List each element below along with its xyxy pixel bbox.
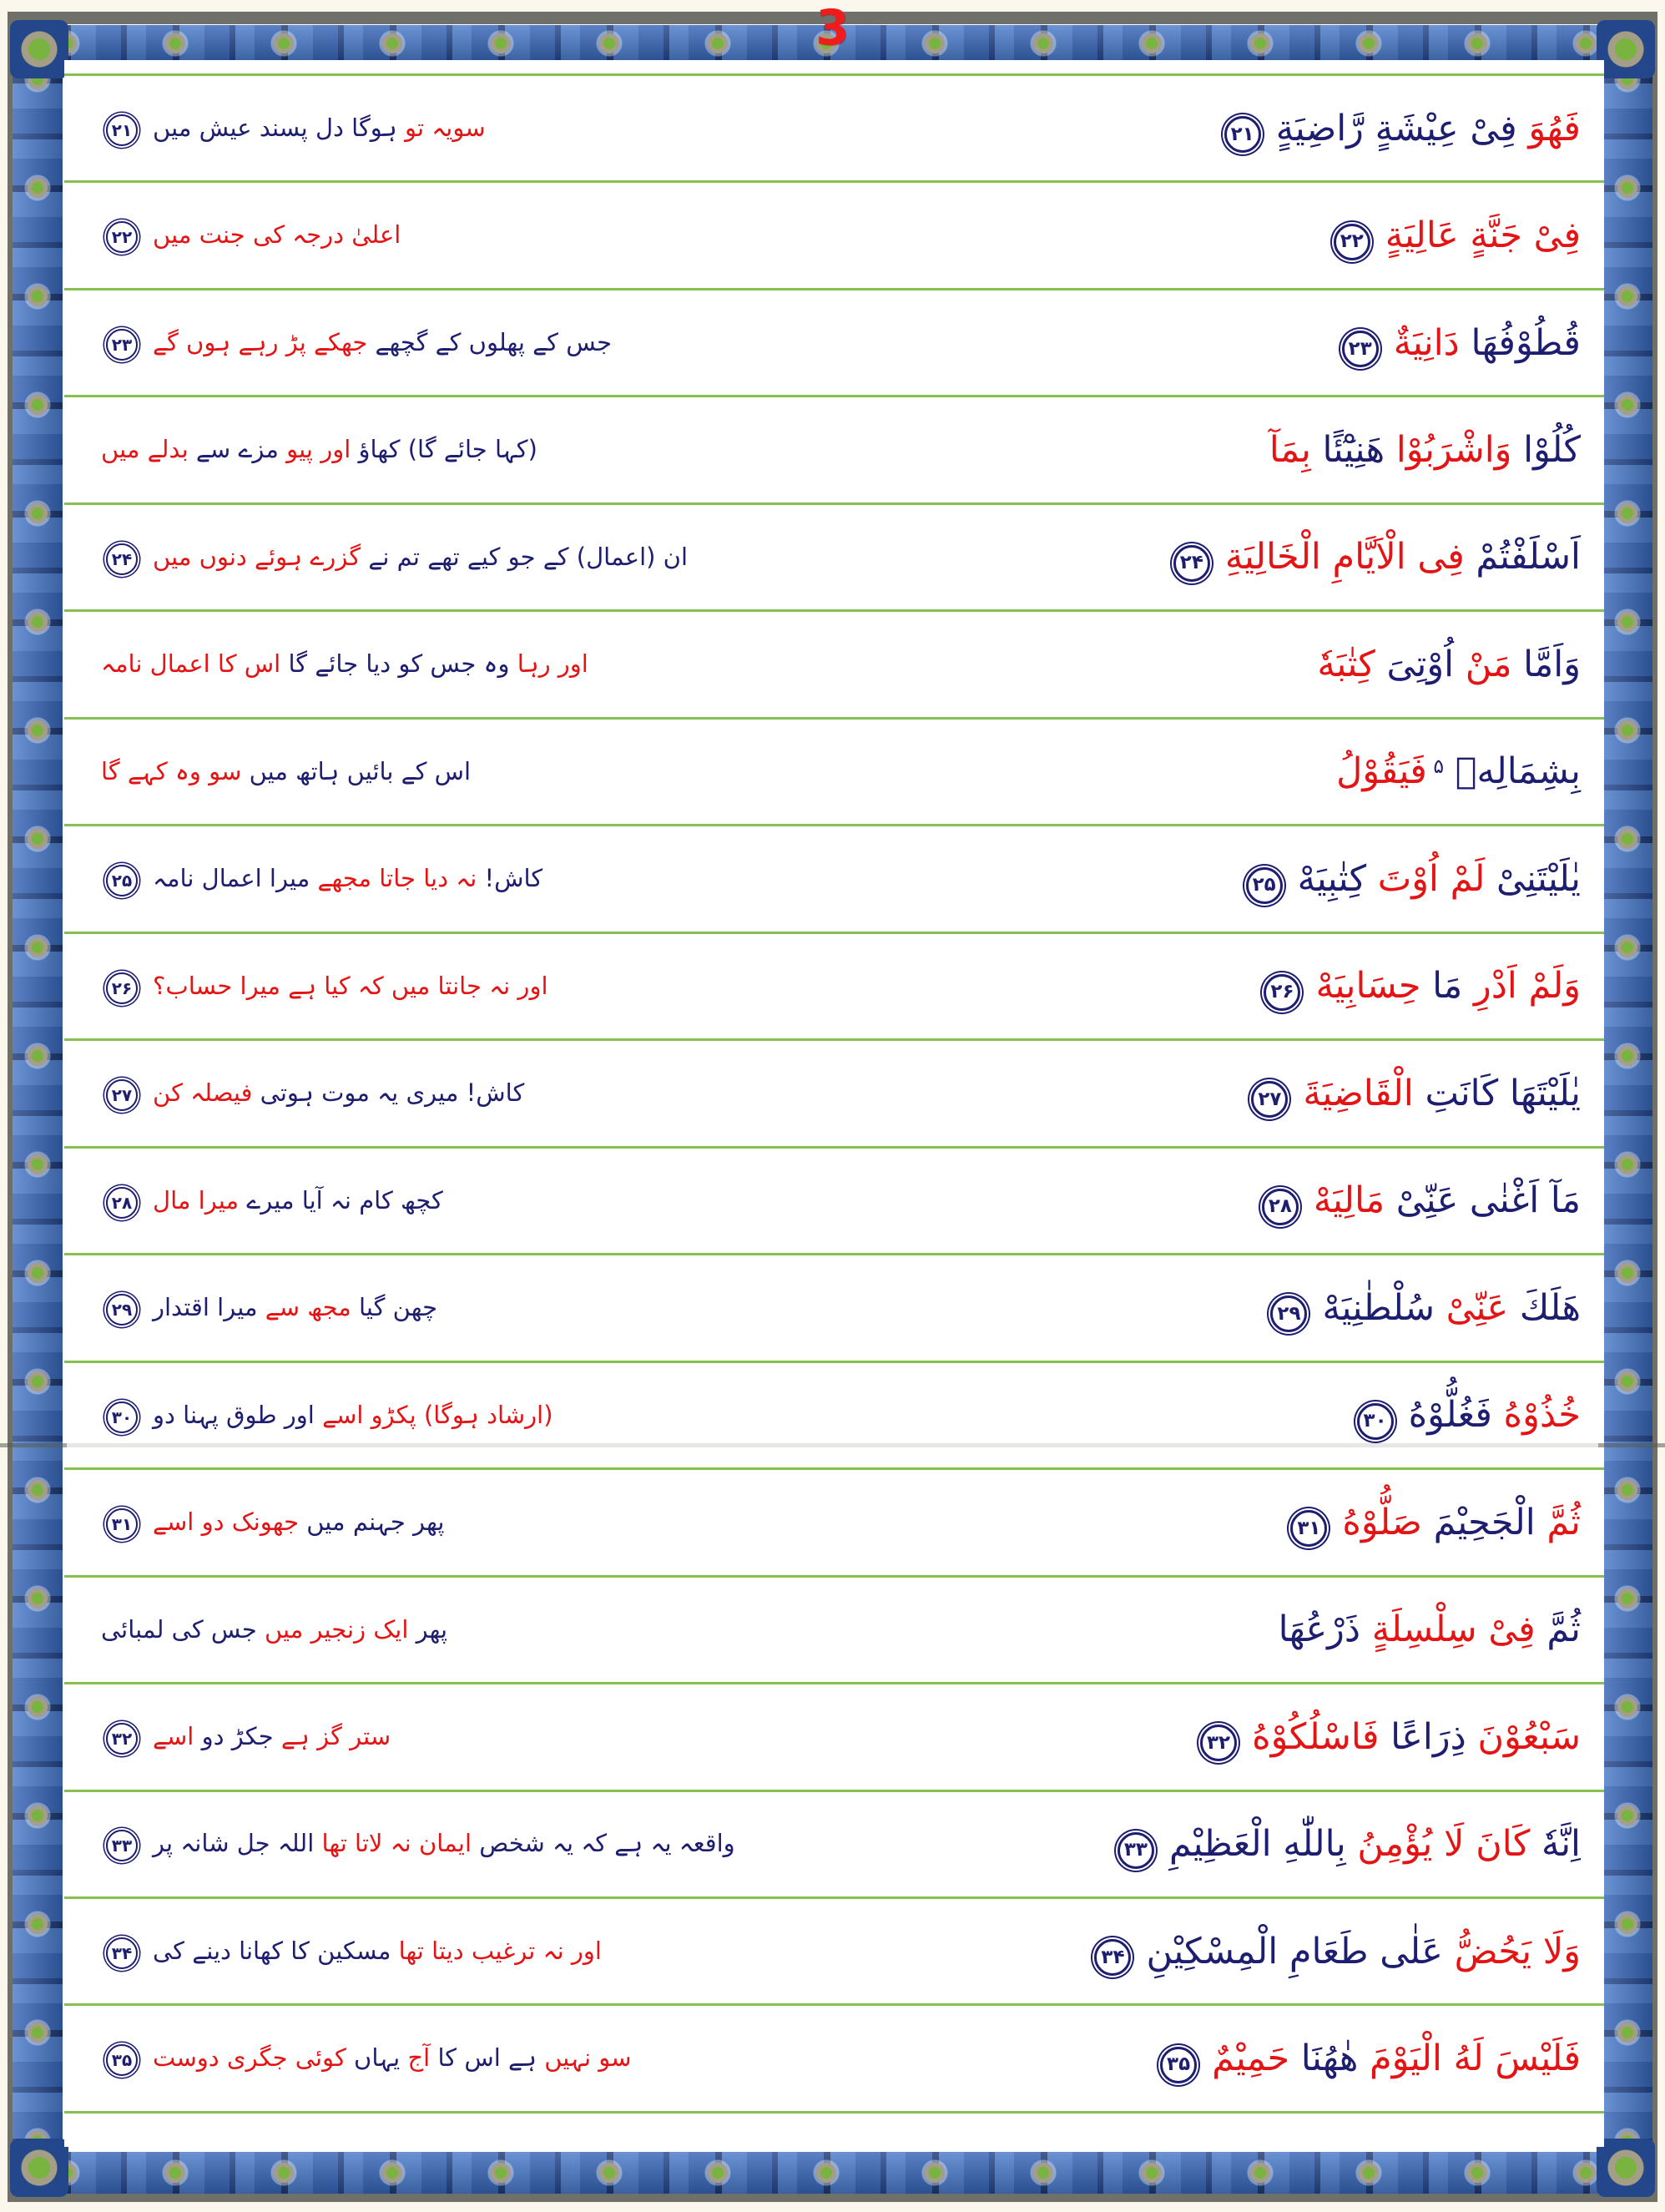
- urdu-segment: ہوگا دل پسند عیش میں: [153, 113, 397, 142]
- arabic-segment: قُطُوْفُهَا: [1459, 321, 1581, 364]
- decorative-border-right: [1602, 25, 1652, 2194]
- urdu-translation: [101, 968, 548, 1005]
- urdu-segment: اس کے بائیں ہاتھ میں: [241, 756, 472, 785]
- urdu-segment: اللہ جل شانہ پر: [153, 1829, 315, 1858]
- arabic-segment: ذِرَاعًا: [1379, 1715, 1466, 1758]
- arabic-segment: وَاشْرَبُوْا: [1385, 428, 1512, 471]
- urdu-segment: جھونک دو اسے: [153, 1507, 300, 1537]
- verse-row-1: [64, 76, 1604, 183]
- urdu-verse-number-badge: ۲۱: [106, 114, 138, 146]
- urdu-translation: [101, 754, 471, 790]
- arabic-segment: سُلْطٰنِيَهْ: [1322, 1286, 1435, 1329]
- arabic-segment: الْجَحِيْمَ: [1421, 1501, 1536, 1543]
- urdu-segment: اس کا اعمال نامہ: [101, 649, 281, 679]
- urdu-segment: (کہا جائے گا) کھاؤ: [351, 435, 537, 464]
- arabic-segment: اَسْلَفْتُمْ: [1464, 536, 1581, 578]
- arabic-segment: وَاَمَّا: [1511, 643, 1581, 685]
- page-content: [64, 60, 1604, 2147]
- arabic-verse-number-badge: ۳۵: [1160, 2047, 1197, 2083]
- urdu-segment: (ارشاد ہوگا) پکڑو اسے: [314, 1400, 553, 1429]
- urdu-segment: بدلے میں: [101, 435, 189, 464]
- arabic-segment: خُذُوْهُ: [1491, 1394, 1581, 1437]
- verse-row-5: [64, 505, 1604, 612]
- arabic-segment: دَانِيَةٌ: [1393, 321, 1460, 364]
- urdu-segment: اور طوق پہنا دو: [153, 1400, 315, 1429]
- arabic-verse: [1337, 317, 1581, 369]
- arabic-segment: فِى الْاَيَّامِ الْخَالِيَةِ: [1224, 536, 1465, 578]
- verse-row-16: [64, 1684, 1604, 1791]
- arabic-segment: فَيَقُوْلُ: [1336, 750, 1427, 793]
- arabic-verse-number-badge: ۲۷: [1251, 1081, 1288, 1118]
- arabic-verse: [1089, 1926, 1581, 1977]
- urdu-segment: یہاں: [346, 2043, 401, 2073]
- urdu-segment: اور نہ جانتا میں کہ کیا ہے میرا حساب؟: [153, 971, 548, 1000]
- arabic-segment: وَلَمْ اَدْرِ: [1462, 965, 1581, 1008]
- decorative-border-left: [13, 25, 63, 2194]
- urdu-verse-number-badge: ۲۶: [106, 972, 138, 1004]
- arabic-verse: [1113, 1818, 1581, 1870]
- verse-row-4: [64, 397, 1604, 504]
- urdu-segment: کاش!: [477, 864, 543, 893]
- verse-row-14: [64, 1470, 1604, 1577]
- arabic-verse-number-badge: ۲۸: [1262, 1189, 1299, 1225]
- arabic-segment: هَلَكَ: [1508, 1286, 1581, 1329]
- urdu-segment: سویہ تو: [396, 113, 486, 142]
- arabic-segment: كُلُوْا: [1511, 428, 1581, 471]
- urdu-segment: اور پیو: [278, 435, 351, 464]
- verse-row-8: [64, 826, 1604, 933]
- arabic-verse-number-badge: ۳۳: [1118, 1832, 1154, 1869]
- urdu-segment: پھر: [408, 1614, 448, 1644]
- verse-row-15: [64, 1578, 1604, 1684]
- arabic-verse-number-badge: ۲۱: [1224, 116, 1261, 153]
- urdu-translation: [101, 1397, 553, 1434]
- top-margin-strip: [64, 60, 1604, 76]
- urdu-segment: ان (اعمال) کے جو کیے تھے تم نے: [361, 542, 689, 571]
- arabic-verse: [1279, 1603, 1581, 1655]
- arabic-verse: [1336, 745, 1581, 797]
- arabic-verse-number-badge: ۲۵: [1246, 867, 1283, 904]
- arabic-segment: ۵: [1426, 755, 1445, 779]
- urdu-translation: [101, 539, 688, 576]
- arabic-segment: اِنَّهٗ: [1530, 1823, 1581, 1866]
- floral-corner-icon: [10, 2139, 68, 2197]
- arabic-segment: ثُمَّ: [1535, 1608, 1581, 1651]
- arabic-verse: [1269, 424, 1581, 476]
- arabic-verse: [1285, 1497, 1581, 1548]
- arabic-verse: [1317, 639, 1581, 690]
- arabic-verse: [1155, 2033, 1581, 2084]
- urdu-translation: [101, 217, 401, 254]
- arabic-verse-number-badge: ۲۴: [1173, 545, 1210, 582]
- verse-row-17: [64, 1792, 1604, 1899]
- arabic-segment: فِىْ عِيْشَةٍ رَّاضِيَةٍ: [1275, 107, 1517, 149]
- urdu-segment: میرا مال: [153, 1185, 240, 1215]
- arabic-segment: سَبْعُوْنَ: [1466, 1715, 1581, 1758]
- urdu-verse-number-badge: ۳۴: [106, 1937, 138, 1969]
- urdu-segment: جس کے پھلوں کے گچھے: [367, 327, 613, 356]
- arabic-segment: وَلَا يَحُضُّ: [1442, 1930, 1581, 1972]
- verse-row-9: [64, 934, 1604, 1041]
- urdu-translation: [101, 1075, 524, 1112]
- urdu-verse-number-badge: ۳۰: [106, 1401, 138, 1433]
- urdu-verse-number-badge: ۲۹: [106, 1294, 138, 1326]
- arabic-segment: حَمِيْمٌ: [1212, 2038, 1290, 2079]
- urdu-verse-number-badge: ۲۷: [106, 1079, 138, 1111]
- urdu-translation: [101, 646, 588, 683]
- urdu-verse-number-badge: ۲۲: [106, 221, 138, 253]
- floral-corner-icon: [1597, 2139, 1655, 2197]
- arabic-segment: كَانَ لَا يُؤْمِنُ: [1345, 1823, 1531, 1866]
- arabic-segment: مَالِيَهْ: [1313, 1179, 1385, 1222]
- arabic-segment: الْقَاضِيَةَ: [1303, 1072, 1414, 1114]
- urdu-segment: ہے اس کا: [430, 2043, 537, 2073]
- urdu-segment: فیصلہ کن: [153, 1078, 253, 1108]
- urdu-translation: [101, 861, 542, 897]
- urdu-segment: سو وہ کہے گا: [101, 756, 242, 785]
- urdu-segment: ایک زنجیر میں: [256, 1614, 409, 1644]
- urdu-segment: مجھ سے: [257, 1293, 351, 1322]
- verse-row-2: [64, 183, 1604, 290]
- arabic-verse-number-badge: ۲۶: [1264, 974, 1300, 1011]
- urdu-segment: نہ دیا جاتا مجھے: [310, 864, 477, 893]
- arabic-verse-number-badge: ۳۰: [1357, 1403, 1394, 1440]
- bottom-margin-strip: [64, 2114, 1604, 2147]
- arabic-verse-number-badge: ۳۲: [1200, 1725, 1237, 1761]
- arabic-verse: [1219, 103, 1581, 154]
- page-number: 3: [815, 0, 850, 56]
- urdu-segment: کوئی جگری دوست: [153, 2043, 346, 2073]
- arabic-segment: هَنِيْٓئًا: [1310, 428, 1385, 471]
- urdu-segment: ستر گز ہے: [273, 1722, 391, 1751]
- urdu-segment: میرا اعمال نامہ: [153, 864, 310, 893]
- arabic-verse-number-badge: ۲۲: [1334, 224, 1370, 260]
- urdu-segment: آج: [400, 2043, 431, 2073]
- arabic-segment: ثُمَّ: [1535, 1501, 1581, 1543]
- arabic-segment: ذَرْعُهَا: [1278, 1608, 1361, 1651]
- urdu-translation: [101, 1826, 735, 1862]
- urdu-segment: اور نہ ترغیب دیتا تھا: [391, 1936, 602, 1965]
- urdu-segment: اعلیٰ درجہ کی جنت میں: [153, 220, 401, 250]
- arabic-segment: بِاللّٰهِ الْعَظِيْمِ: [1168, 1823, 1346, 1866]
- arabic-segment: هٰهُنَا: [1289, 2038, 1359, 2079]
- urdu-segment: پھر جہنم میں: [299, 1507, 445, 1537]
- urdu-translation: [101, 432, 537, 468]
- arabic-segment: فِىْ جَنَّةٍ عَالِيَةٍ: [1385, 215, 1581, 257]
- arabic-verse: [1329, 210, 1581, 261]
- arabic-verse: [1168, 531, 1581, 583]
- urdu-segment: مسکین کا کھانا دینے کی: [153, 1936, 391, 1965]
- urdu-segment: اور رہا: [509, 649, 588, 679]
- arabic-verse-number-badge: ۳۱: [1290, 1510, 1327, 1547]
- arabic-verse-number-badge: ۳۴: [1094, 1939, 1131, 1976]
- arabic-segment: عَلٰى طَعَامِ الْمِسْكِيْنِ: [1146, 1930, 1443, 1972]
- verse-row-12: [64, 1255, 1604, 1362]
- urdu-verse-number-badge: ۲۸: [106, 1187, 138, 1219]
- urdu-translation: [101, 1183, 443, 1220]
- verse-row-18: [64, 1899, 1604, 2006]
- arabic-verse: [1265, 1282, 1581, 1334]
- urdu-translation: [101, 325, 612, 361]
- urdu-verse-number-badge: ۲۳: [106, 329, 138, 361]
- arabic-verse: [1246, 1068, 1581, 1119]
- urdu-segment: میرا اقتدار: [153, 1293, 258, 1322]
- arabic-verse: [1241, 853, 1581, 905]
- urdu-translation: [101, 1290, 437, 1326]
- arabic-segment: بِشِمَالِهٖ: [1444, 750, 1581, 793]
- urdu-translation: [101, 1719, 391, 1755]
- verse-row-6: [64, 612, 1604, 719]
- urdu-verse-number-badge: ۲۵: [106, 865, 138, 896]
- urdu-segment: جھکے پڑ رہے ہوں گے: [153, 327, 368, 356]
- urdu-segment: مزے سے: [188, 435, 279, 464]
- arabic-verse-number-badge: ۲۹: [1270, 1295, 1307, 1332]
- urdu-translation: [101, 2040, 632, 2077]
- urdu-segment: واقعہ یہ ہے کہ یہ شخص: [472, 1829, 735, 1858]
- arabic-segment: يٰلَيْتَنِىْ: [1485, 857, 1581, 900]
- urdu-translation: [101, 1933, 602, 1970]
- urdu-segment: کاش! میری یہ موت ہوتی: [252, 1078, 525, 1108]
- arabic-segment: مَنْ: [1454, 643, 1512, 685]
- urdu-segment: جس کی لمبائی: [101, 1614, 257, 1644]
- arabic-verse-number-badge: ۲۳: [1342, 331, 1379, 367]
- arabic-segment: لَمْ اُوْتَ: [1366, 857, 1486, 900]
- arabic-verse: [1257, 1174, 1581, 1226]
- arabic-segment: فِىْ سِلْسِلَةٍ: [1360, 1608, 1536, 1651]
- urdu-segment: جکڑ دو: [194, 1722, 274, 1751]
- urdu-segment: کچھ کام نہ آیا میرے: [239, 1185, 443, 1215]
- arabic-segment: اُوْتِىَ: [1375, 643, 1455, 685]
- urdu-translation: [101, 1612, 447, 1649]
- arabic-segment: فَلَيْسَ لَهُ الْيَوْمَ: [1358, 2038, 1581, 2079]
- arabic-segment: حِسَابِيَهْ: [1315, 965, 1421, 1008]
- arabic-segment: مَا: [1420, 965, 1463, 1008]
- urdu-verse-number-badge: ۲۴: [106, 543, 138, 575]
- urdu-verse-number-badge: ۳۳: [106, 1830, 138, 1861]
- verse-row-11: [64, 1149, 1604, 1255]
- verse-row-7: [64, 720, 1604, 826]
- arabic-segment: صَلُّوْهُ: [1342, 1501, 1422, 1543]
- arabic-segment: مَآ اَغْنٰى عَنِّىْ: [1385, 1179, 1581, 1222]
- arabic-segment: كِتٰبِيَهْ: [1297, 857, 1367, 900]
- arabic-segment: فَغُلُّوْهُ: [1408, 1394, 1492, 1437]
- urdu-segment: وہ جس کو دیا جائے گا: [280, 649, 510, 679]
- verse-row-10: [64, 1041, 1604, 1148]
- arabic-verse: [1352, 1389, 1581, 1441]
- urdu-verse-number-badge: ۳۱: [106, 1508, 138, 1540]
- arabic-segment: كِتٰبَهٗ: [1317, 643, 1375, 685]
- arabic-verse: [1195, 1711, 1581, 1763]
- verse-row-13: [64, 1363, 1604, 1470]
- urdu-segment: سو نہیں: [536, 2043, 632, 2073]
- arabic-verse: [1259, 960, 1581, 1012]
- verse-row-19: [64, 2006, 1604, 2113]
- urdu-translation: [101, 110, 486, 147]
- decorative-border-bottom: [13, 2152, 1652, 2194]
- urdu-segment: ایمان نہ لاتا تھا: [314, 1829, 472, 1858]
- arabic-segment: بِمَآ: [1269, 428, 1311, 471]
- urdu-segment: چھن گیا: [351, 1293, 438, 1322]
- urdu-verse-number-badge: ۳۵: [106, 2044, 138, 2076]
- urdu-verse-number-badge: ۳۲: [106, 1723, 138, 1755]
- arabic-segment: فَهُوَ: [1516, 107, 1581, 149]
- arabic-segment: يٰلَيْتَهَا كَانَتِ: [1413, 1072, 1581, 1114]
- verse-row-3: [64, 290, 1604, 397]
- arabic-segment: فَاسْلُكُوْهُ: [1252, 1715, 1380, 1758]
- urdu-segment: گزرے ہوئے دنوں میں: [153, 542, 361, 571]
- urdu-translation: [101, 1504, 444, 1541]
- scan-seam-divider: [0, 1443, 1665, 1447]
- urdu-segment: اسے: [153, 1722, 194, 1751]
- arabic-segment: عَنِّىْ: [1435, 1286, 1509, 1329]
